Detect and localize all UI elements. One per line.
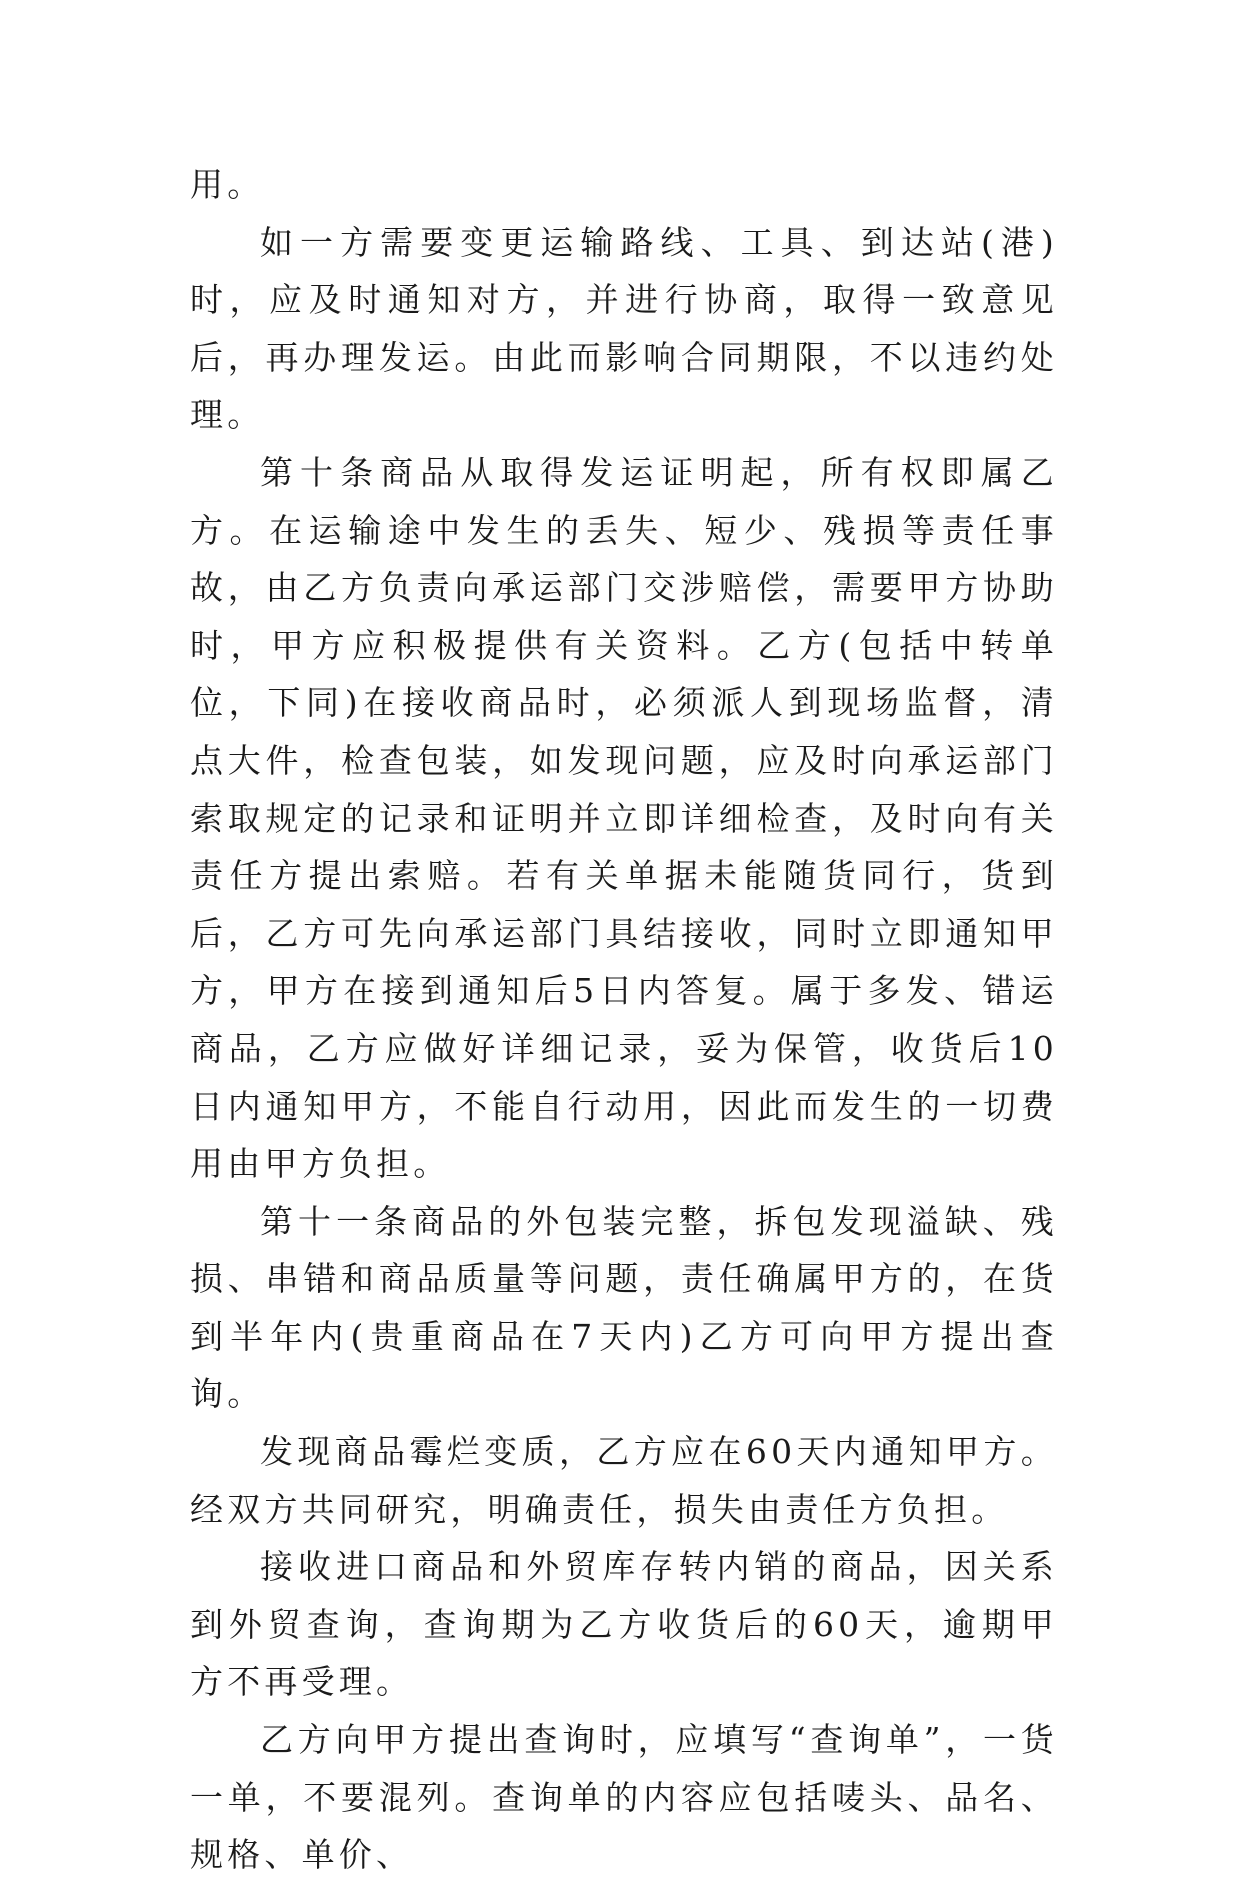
paragraph-6: 接收进口商品和外贸库存转内销的商品，因关系到外贸查询，查询期为乙方收货后的60天，逾期甲方不再受理。 bbox=[190, 1547, 1058, 1702]
paragraph-1: 用。 bbox=[190, 165, 265, 204]
paragraph-4: 第十一条商品的外包装完整，拆包发现溢缺、残损、串错和商品质量等问题，责任确属甲方的，在货到半年内(贵重商品在7天内)乙方可向甲方提出查询。 bbox=[190, 1201, 1058, 1414]
document-body bbox=[190, 156, 1058, 1884]
paragraph-7: 乙方向甲方提出查询时，应填写“查询单”，一货一单，不要混列。查询单的内容应包括唛头、品名、规格、单价、 bbox=[190, 1720, 1058, 1875]
paragraph-3: 第十条商品从取得发运证明起，所有权即属乙方。在运输途中发生的丢失、短少、残损等责任事故，由乙方负责向承运部门交涉赔偿，需要甲方协助时，甲方应积极提供有关资料。乙方(包括中转单位，下同)在接收商品时，必须派人到现场监督，清点大件，检查包装，如发现问题，应及时向承运部门索取规定的记录和证明并立即详细检查，及时向有关责任方提出索赔。若有关单据未能随货同行，货到后，乙方可先向承运部门具结接收，同时立即通知甲方，甲方在接到通知后5日内答复。属于多发、错运商品，乙方应做好详细记录，妥为保管，收货后10日内通知甲方，不能自行动用，因此而发生的一切费用由甲方负担。 bbox=[190, 452, 1058, 1184]
paragraph-2: 如一方需要变更运输路线、工具、到达站(港)时，应及时通知对方，并进行协商，取得一致意见后，再办理发运。由此而影响合同期限，不以违约处理。 bbox=[190, 222, 1058, 435]
paragraph-5: 发现商品霉烂变质，乙方应在60天内通知甲方。经双方共同研究，明确责任，损失由责任方负担。 bbox=[190, 1432, 1058, 1529]
